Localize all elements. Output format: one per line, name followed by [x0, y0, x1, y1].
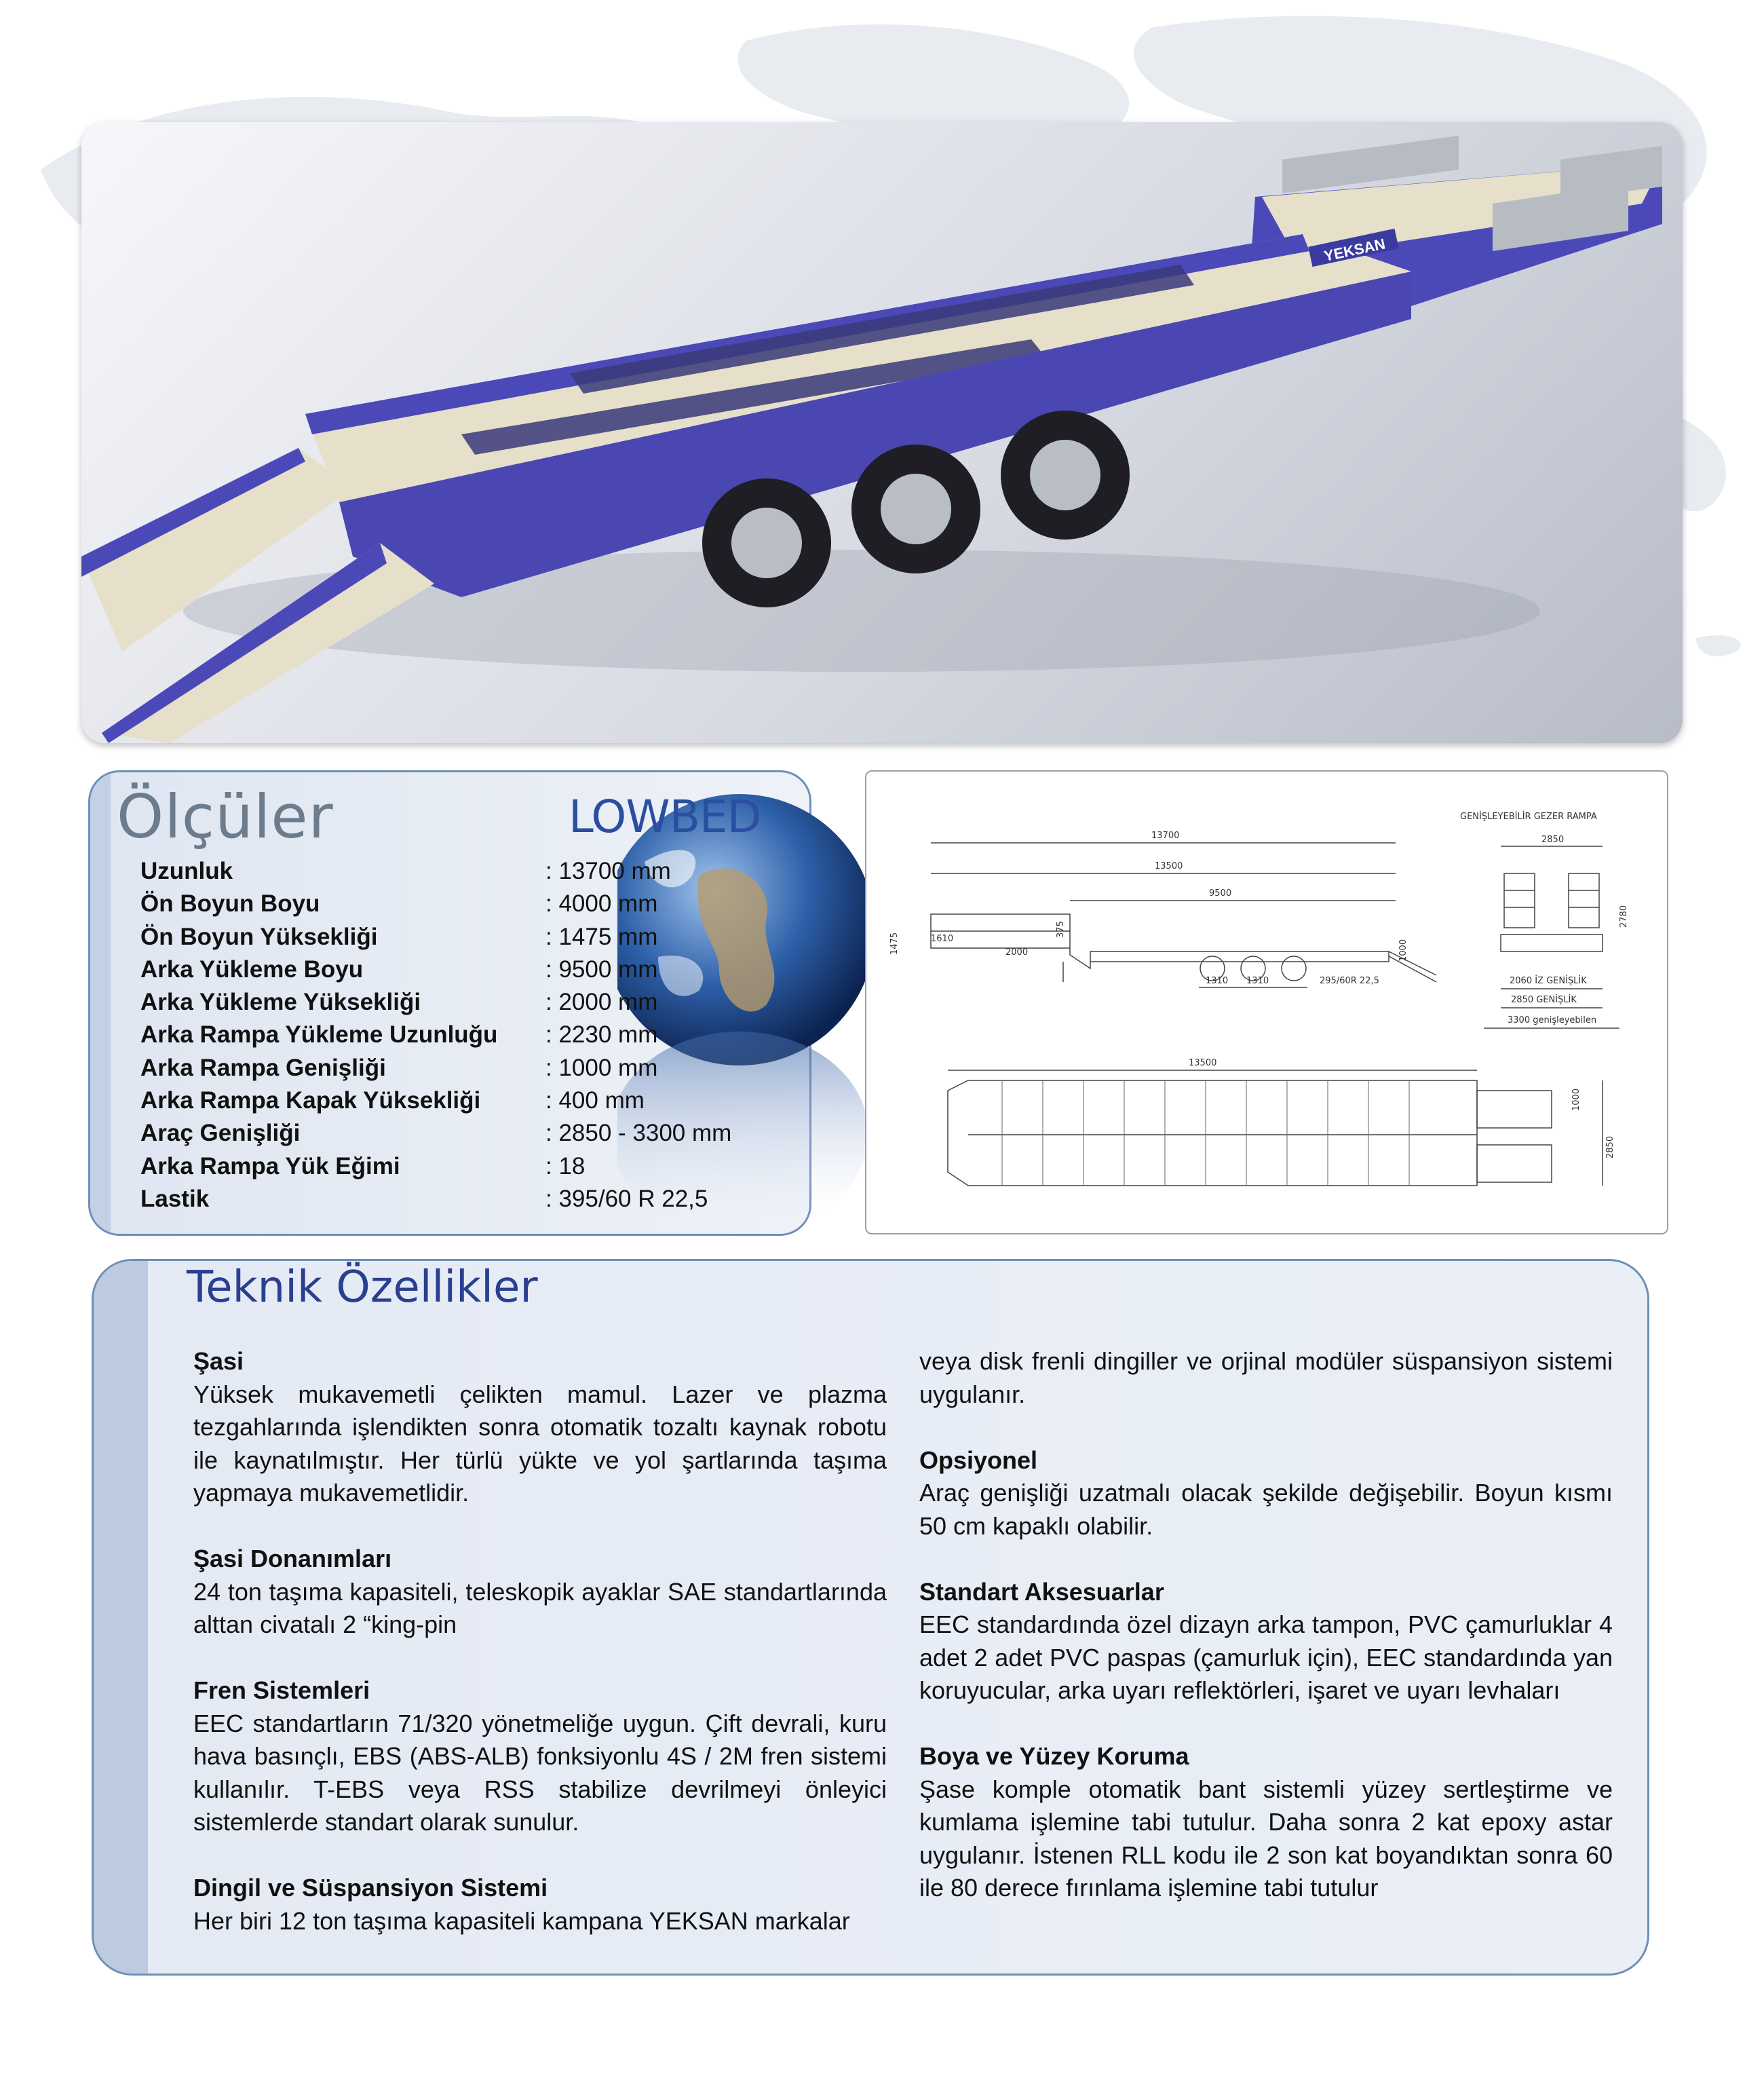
spec-value: : 1000 mm [545, 1054, 658, 1081]
dim-1310b: 1310 [1246, 976, 1269, 986]
brand-badge: YEKSAN [1322, 235, 1387, 265]
spec-label: Arka Yükleme Boyu [140, 956, 364, 983]
spec-value: : 2230 mm [545, 1021, 658, 1049]
section-body: Her biri 12 ton taşıma kapasiteli kampana YEKSAN markalar [193, 1906, 850, 1935]
panel-accent-strip [90, 772, 111, 1234]
section-heading: Boya ve Yüzey Koruma [919, 1742, 1189, 1770]
spec-label: Arka Rampa Kapak Yüksekliği [140, 1087, 481, 1114]
dim-top-ramp: 1000 [1571, 1088, 1581, 1111]
panel-accent-strip [94, 1261, 148, 1974]
technical-drawing [865, 770, 1668, 1234]
dim-1610: 1610 [931, 934, 954, 944]
spec-label: Ön Boyun Yüksekliği [140, 923, 378, 950]
spec-row [140, 1052, 819, 1084]
ramp-title: GENİŞLEYEBİLİR GEZER RAMPA [1460, 812, 1597, 822]
section-body: Yüksek mukavemetli çelikten mamul. Lazer ve plazma tezgahlarında işlendikten sonra otomatik tozaltı kaynak robotu ile kaynatılmıştır. Her türlü yükte ve yol şartlarında taşıma yapmaya mukavemetlidir. [193, 1380, 887, 1507]
section-body: EEC standardında özel dizayn arka tampon, PVC çamurluklar 4 adet 2 adet PVC paspas (çamurluk için), EEC standardında yan koruyucular, arka uyarı reflektörleri, işaret ve uyarı levhaları [919, 1610, 1613, 1704]
spec-row [140, 1084, 819, 1117]
section-heading: Dingil ve Süspansiyon Sistemi [193, 1874, 548, 1902]
spec-value: : 13700 mm [545, 858, 671, 884]
section-heading: Opsiyonel [919, 1446, 1038, 1474]
lowbed-trailer-illustration [81, 122, 1683, 743]
spec-row [140, 986, 819, 1019]
spec-label: Araç Genişliği [140, 1120, 301, 1147]
dim-top-width: 2850 [1605, 1135, 1615, 1158]
spec-label: Arka Rampa Yük Eğimi [140, 1152, 400, 1179]
dim-width-top: 2850 [1541, 835, 1565, 845]
dim-1475: 1475 [889, 932, 900, 955]
product-name: LOWBED [569, 791, 761, 843]
dim-total: 13700 [1151, 831, 1180, 841]
section-heading: Fren Sistemleri [193, 1676, 370, 1704]
spec-row [140, 921, 819, 954]
spec-label: Arka Rampa Genişliği [140, 1054, 386, 1081]
spec-label: Uzunluk [140, 858, 233, 884]
spec-label: Arka Yükleme Yüksekliği [140, 989, 421, 1016]
spec-value: : 400 mm [545, 1087, 645, 1114]
dim-1000: 1000 [1398, 939, 1408, 962]
spec-value: : 9500 mm [545, 956, 658, 983]
dim-375: 375 [1056, 921, 1066, 938]
spec-value: : 395/60 R 22,5 [545, 1185, 708, 1212]
section-heading: Standart Aksesuarlar [919, 1577, 1164, 1606]
dim-tyre: 295/60R 22,5 [1320, 976, 1379, 986]
dim-2780: 2780 [1619, 905, 1629, 928]
spec-value: : 2000 mm [545, 989, 658, 1016]
spec-row [140, 1117, 819, 1150]
dim-vehicle-width: 2850 GENİŞLİK [1511, 995, 1577, 1005]
technical-specs-title: Teknik Özellikler [187, 1262, 538, 1313]
spec-value: : 1475 mm [545, 923, 658, 950]
section-heading: Şasi Donanımları [193, 1545, 392, 1572]
spec-value: : 2850 - 3300 mm [545, 1120, 732, 1147]
dim-bed: 9500 [1209, 888, 1232, 899]
section-body: Araç genişliği uzatmalı olacak şekilde değişebilir. Boyun kısmı 50 cm kapaklı olabilir. [919, 1479, 1613, 1540]
spec-row [140, 888, 819, 920]
dim-top-length: 13500 [1189, 1058, 1217, 1068]
dim-extendable-width: 3300 genişleyebilen [1508, 1015, 1597, 1025]
spec-label: Arka Rampa Yükleme Uzunluğu [140, 1021, 498, 1049]
spec-label: Lastik [140, 1185, 210, 1212]
dim-1310a: 1310 [1206, 976, 1229, 986]
specs-column-right [919, 1345, 1613, 1905]
section-body: veya disk frenli dingiller ve orjinal modüler süspansiyon sistemi uygulanır. [919, 1347, 1613, 1408]
section-heading: Şasi [193, 1347, 244, 1375]
spec-value: : 4000 mm [545, 890, 658, 918]
spec-row [140, 954, 819, 986]
spec-label: Ön Boyun Boyu [140, 890, 320, 918]
spec-row [140, 1183, 819, 1215]
spec-row [140, 1019, 819, 1051]
specs-column-left [193, 1345, 887, 1938]
section-body: Şase komple otomatik bant sistemli yüzey sertleştirme ve kumlama işlemine tabi tutulur. Daha sonra 2 kat epoxy astar uygulanır. İstenen RLL kodu ile 2 son kat boyandıktan sonra 60 ile 80 derece fırınlama işlemine tabi tutulur [919, 1775, 1613, 1902]
dim-deck: 13500 [1155, 861, 1183, 871]
dim-2000: 2000 [1005, 947, 1029, 958]
section-body: EEC standartların 71/320 yönetmeliğe uygun. Çift devrali, kuru hava basınçlı, EBS (ABS-ALB) fonksiyonlu 4S / 2M fren sistemi kullanılır. T-EBS veya RSS stabilize devrilmeyi önleyici sistemlerde standart olarak sunulur. [193, 1709, 887, 1836]
hero-product-image [81, 122, 1683, 743]
spec-row [140, 1150, 819, 1183]
dim-track-width: 2060 İZ GENİŞLİK [1510, 976, 1587, 986]
spec-value: : 18 [545, 1152, 586, 1179]
section-body: 24 ton taşıma kapasiteli, teleskopik ayaklar SAE standartlarında alttan civatalı 2 “king-pin [193, 1577, 887, 1638]
dimensions-title: Ölçüler [117, 782, 334, 852]
spec-row [140, 855, 819, 888]
spec-list [140, 855, 819, 1215]
